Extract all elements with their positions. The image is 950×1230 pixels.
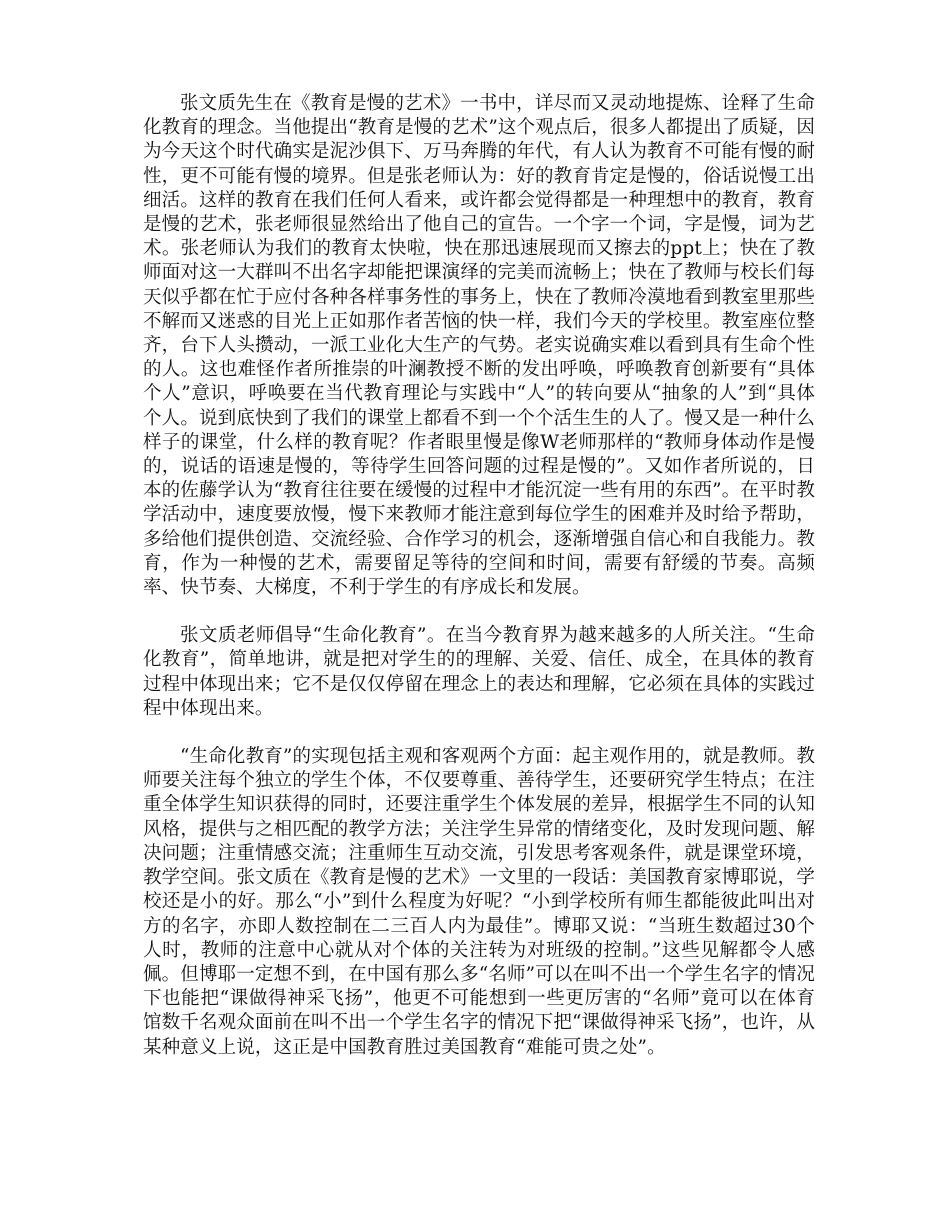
paragraph-2: 张文质老师倡导“生命化教育”。在当今教育界为越来越多的人所关注。“生命化教育”，简单地讲，就是把对学生的的理解、关爱、信任、成全，在具体的教育过程中体现出来；它不是仅仅停留在理念上的表达和理解，它必须在具体的实践过程中体现出来。 — [143, 625, 815, 719]
document-body — [143, 92, 815, 1084]
paragraph-1: 张文质先生在《教育是慢的艺术》一书中，详尽而又灵动地提炼、诠释了生命化教育的理念。当他提出“教育是慢的艺术”这个观点后，很多人都提出了质疑，因为今天这个时代确实是泥沙俱下、万马奔腾的年代，有人认为教育不可能有慢的耐性，更不可能有慢的境界。但是张老师认为：好的教育肯定是慢的，俗话说慢工出细活。这样的教育在我们任何人看来，或许都会觉得都是一种理想中的教育，教育是慢的艺术，张老师很显然给出了他自己的宣告。一个字一个词，字是慢，词为艺术。张老师认为我们的教育太快啦，快在那迅速展现而又擦去的ppt上；快在了教师面对这一大群叫不出名字却能把课演绎的完美而流畅上；快在了教师与校长们每天似乎都在忙于应付各种各样事务性的事务上，快在了教师冷漠地看到教室里那些不解而又迷惑的目光上正如那作者苦恼的快一样，我们今天的学校里。教室座位整齐，台下人头攒动，一派工业化大生产的气势。老实说确实难以看到具有生命个性的人。这也难怪作者所推崇的叶澜教授不断的发出呼唤，呼唤教育创新要有“具体个人”意识，呼唤要在当代教育理论与实践中“人”的转向要从“抽象的人”到“具体个人。说到底快到了我们的课堂上都看不到一个个活生生的人了。慢又是一种什么样子的课堂，什么样的教育呢？作者眼里慢是像W老师那样的“教师身体动作是慢的，说话的语速是慢的，等待学生回答问题的过程是慢的”。又如作者所说的，日本的佐藤学认为“教育往往要在缓慢的过程中才能沉淀一些有用的东西”。在平时教学活动中，速度要放慢，慢下来教师才能注意到每位学生的困难并及时给予帮助，多给他们提供创造、交流经验、合作学习的机会，逐渐增强自信心和自我能力。教育，作为一种慢的艺术，需要留足等待的空间和时间，需要有舒缓的节奏。高频率、快节奏、大梯度，不利于学生的有序成长和发展。 — [143, 93, 815, 599]
paragraph-3: “生命化教育”的实现包括主观和客观两个方面：起主观作用的，就是教师。教师要关注每个独立的学生个体，不仅要尊重、善待学生，还要研究学生特点；在注重全体学生知识获得的同时，还要注重学生个体发展的差异，根据学生不同的认知风格，提供与之相匹配的教学方法；关注学生异常的情绪变化，及时发现问题、解决问题；注重情感交流；注重师生互动交流，引发思考客观条件，就是课堂环境，教学空间。张文质在《教育是慢的艺术》一文里的一段话：美国教育家博耶说，学校还是小的好。那么“小”到什么程度为好呢？“小到学校所有师生都能彼此叫出对方的名字，亦即人数控制在二三百人内为最佳”。博耶又说：“当班生数超过30个人时，教师的注意中心就从对个体的关注转为对班级的控制。”这些见解都令人感佩。但博耶一定想不到，在中国有那么多“名师”可以在叫不出一个学生名字的情况下也能把“课做得神采飞扬”，他更不可能想到一些更厉害的“名师”竟可以在体育馆数千名观众面前在叫不出一个学生名字的情况下把“课做得神采飞扬”，也许，从某种意义上说，这正是中国教育胜过美国教育“难能可贵之处”。 — [143, 746, 815, 1058]
